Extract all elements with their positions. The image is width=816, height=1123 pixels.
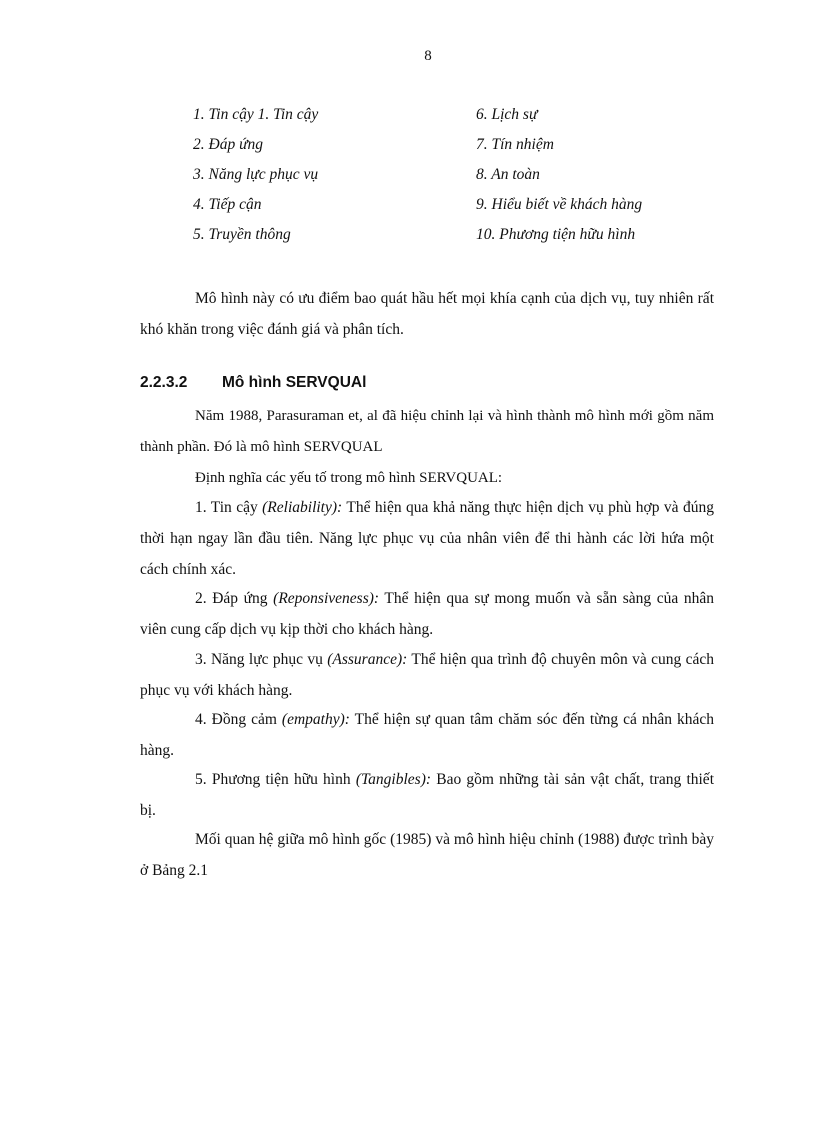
intro-paragraph: Mô hình này có ưu điểm bao quát hầu hết mọi khía cạnh của dịch vụ, tuy nhiên rất khó khăn trong việc đánh giá và phân tích. [140, 290, 714, 338]
section-title: Mô hình SERVQUAl [222, 374, 367, 391]
factor-paragraph [140, 583, 714, 645]
factor-text: Bao gồm những tài sản vật chất, trang thiết bị. [140, 771, 714, 819]
factor-term: (Tangibles): [355, 771, 432, 788]
section-heading [140, 372, 366, 394]
factor-lead: 2. Đáp ứng [195, 590, 274, 607]
factor-text: Thể hiện qua sự mong muốn và sẵn sàng của nhân viên cung cấp dịch vụ kịp thời cho khách hàng. [140, 590, 714, 638]
section-number: 2.2.3.2 [140, 374, 188, 391]
criterion-item: 7. Tín nhiệm [476, 136, 554, 153]
factor-term: (Assurance): [327, 651, 408, 668]
factor-text: Thể hiện qua trình độ chuyên môn và cung cách phục vụ với khách hàng. [140, 651, 714, 699]
page-number: 8 [424, 48, 432, 64]
servqual-intro-paragraph: Năm 1988, Parasuraman et, al đã hiệu chỉnh lại và hình thành mô hình mới gồm năm thành phần. Đó là mô hình SERVQUAL [140, 408, 714, 455]
factor-text: Thể hiện sự quan tâm chăm sóc đến từng cá nhân khách hàng. [140, 711, 714, 759]
criterion-item: 6. Lịch sự [476, 106, 538, 123]
criterion-item: 2. Đáp ứng [193, 136, 264, 153]
factor-paragraph [140, 492, 714, 585]
factor-lead: 5. Phương tiện hữu hình [195, 771, 356, 788]
factor-term: (empathy): [281, 711, 350, 728]
criterion-item: 9. Hiểu biết về khách hàng [476, 196, 643, 213]
factor-lead: 3. Năng lực phục vụ [195, 651, 328, 668]
definitions-heading: Định nghĩa các yếu tố trong mô hình SERVQUAL: [195, 470, 503, 486]
factor-paragraph [140, 644, 714, 706]
closing-paragraph: Mối quan hệ giữa mô hình gốc (1985) và mô hình hiệu chỉnh (1988) được trình bày ở Bảng 2.1 [140, 831, 714, 879]
factor-paragraph [140, 764, 714, 826]
criterion-item: 8. An toàn [476, 166, 540, 183]
criteria-list [193, 104, 753, 254]
factor-lead: 1. Tin cậy [195, 499, 263, 516]
criterion-item: 3. Năng lực phục vụ [193, 166, 319, 183]
criterion-item: 1. Tin cậy 1. Tin cậy [193, 106, 319, 123]
factor-term: (Reponsiveness): [273, 590, 380, 607]
criterion-item: 4. Tiếp cận [193, 196, 262, 213]
criterion-item: 5. Truyền thông [193, 226, 291, 243]
criterion-item: 10. Phương tiện hữu hình [476, 226, 636, 243]
factor-lead: 4. Đồng cảm [195, 711, 282, 728]
factor-term: (Reliability): [262, 499, 343, 516]
factor-paragraph [140, 704, 714, 766]
factor-text: Thể hiện qua khả năng thực hiện dịch vụ phù hợp và đúng thời hạn ngay lần đầu tiên. Năng lực phục vụ của nhân viên để thi hành các lời hứa một cách chính xác. [140, 499, 714, 578]
